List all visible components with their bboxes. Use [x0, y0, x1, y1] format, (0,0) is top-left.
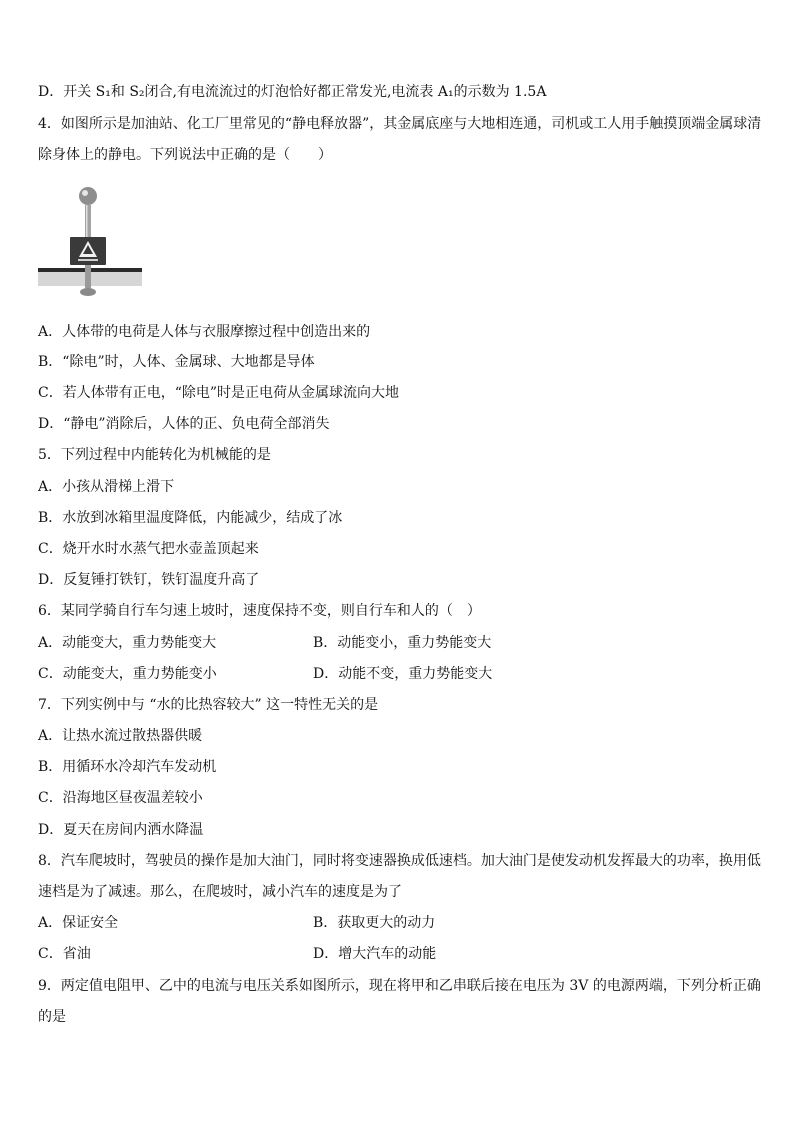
q5-option-b: B．水放到冰箱里温度降低，内能减少，结成了冰 [38, 510, 343, 526]
q7-option-a: A．让热水流过散热器供暖 [38, 728, 203, 744]
q5-stem: 5．下列过程中内能转化为机械能的是 [38, 447, 271, 463]
q6-option-d: D．动能不变，重力势能变大 [313, 666, 493, 682]
q4-stem-line2: 除身体上的静电。下列说法中正确的是（ ） [38, 147, 332, 163]
q5-option-d: D．反复锤打铁钉，铁钉温度升高了 [38, 572, 260, 588]
q8-stem-line1: 8．汽车爬坡时，驾驶员的操作是加大油门，同时将变速器换成低速档。加大油门是使发动机发挥最大的功率，换用低 [38, 853, 761, 869]
q6-option-a: A．动能变大，重力势能变大 [38, 635, 217, 651]
q6-option-b: B．动能变小，重力势能变大 [313, 635, 492, 651]
q9-stem-line2: 的是 [38, 1009, 66, 1025]
static-discharger-figure [38, 180, 144, 306]
q7-option-d: D．夏天在房间内洒水降温 [38, 822, 204, 838]
q7-option-c: C．沿海地区昼夜温差较小 [38, 790, 203, 806]
metal-base-icon [80, 288, 96, 296]
q9-stem-line1: 9．两定值电阻甲、乙中的电流与电压关系如图所示，现在将甲和乙串联后接在电压为 3V 的电源两端，下列分析正确 [38, 978, 761, 994]
q6-stem: 6．某同学骑自行车匀速上坡时，速度保持不变，则自行车和人的（ ） [38, 603, 481, 619]
q8-option-a: A．保证安全 [38, 915, 119, 931]
q7-stem: 7．下列实例中与 “水的比热容较大” 这一特性无关的是 [38, 697, 379, 713]
q6-option-c: C．动能变大，重力势能变小 [38, 666, 217, 682]
q5-option-c: C．烧开水时水蒸气把水壶盖顶起来 [38, 541, 259, 557]
q8-option-c: C．省油 [38, 946, 91, 962]
q4-stem-line1: 4．如图所示是加油站、化工厂里常见的“静电释放器”，其金属底座与大地相连通，司机或工人用手触摸顶端金属球清 [38, 116, 762, 132]
q7-option-b: B．用循环水冷却汽车发动机 [38, 759, 217, 775]
metal-ball-icon [79, 187, 97, 205]
static-discharger-image [38, 180, 144, 306]
q4-option-b: B．“除电”时，人体、金属球、大地都是导体 [38, 354, 315, 370]
q4-option-a: A．人体带的电荷是人体与衣服摩擦过程中创造出来的 [38, 324, 371, 340]
q4-option-d: D．“静电”消除后，人体的正、负电荷全部消失 [38, 416, 330, 432]
q8-option-d: D．增大汽车的动能 [313, 946, 437, 962]
q8-option-b: B．获取更大的动力 [313, 915, 436, 931]
pole-icon [85, 205, 91, 237]
q4-option-c: C．若人体带有正电，“除电”时是正电荷从金属球流向大地 [38, 385, 400, 401]
q8-stem-line2: 速档是为了减速。那么，在爬坡时，减小汽车的速度是为了 [38, 884, 402, 900]
q5-option-a: A．小孩从滑梯上滑下 [38, 479, 175, 495]
q3-option-d: D．开关 S₁和 S₂闭合,有电流流过的灯泡恰好都正常发光,电流表 A₁的示数为 1.5A [38, 84, 547, 100]
